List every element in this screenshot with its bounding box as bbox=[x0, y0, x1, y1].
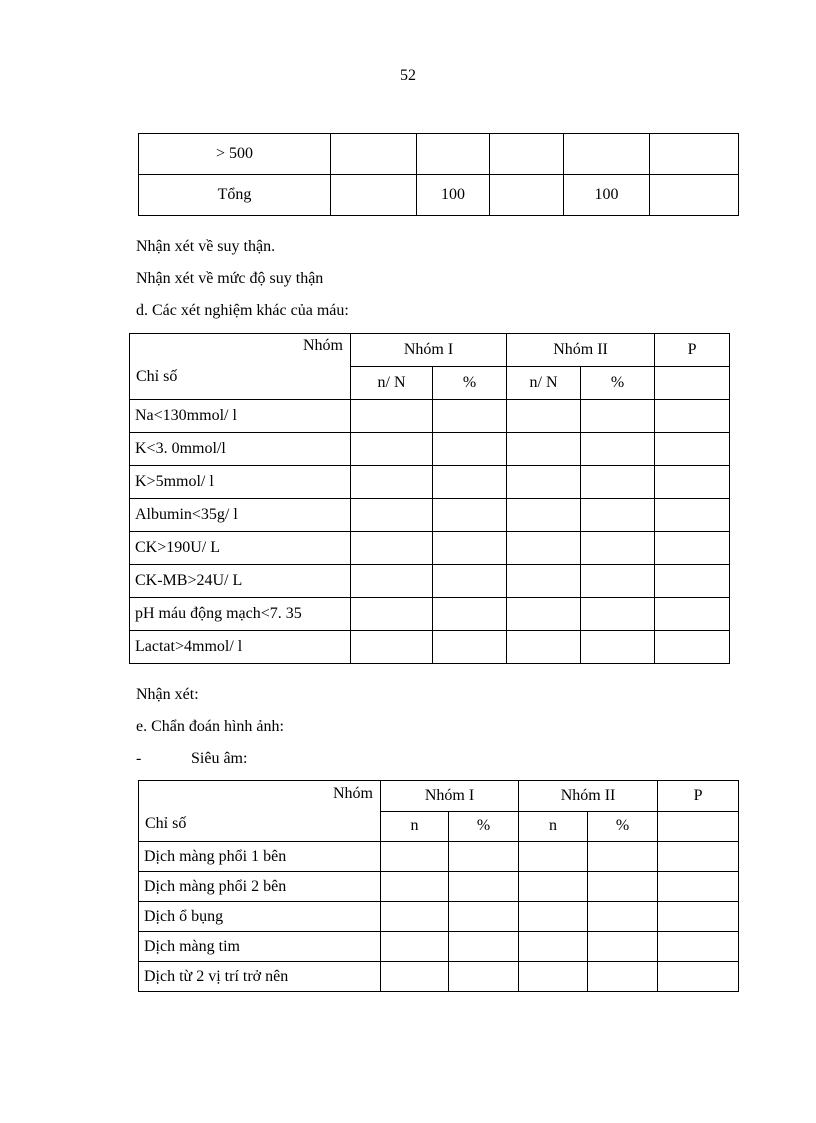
table-cell bbox=[507, 532, 581, 565]
header-index-label: Chỉ số bbox=[145, 815, 187, 832]
table-cell bbox=[655, 433, 730, 466]
table-cell bbox=[655, 400, 730, 433]
table-cell bbox=[655, 598, 730, 631]
table-cell bbox=[655, 466, 730, 499]
table-cell bbox=[433, 598, 507, 631]
row-label: Dịch từ 2 vị trí trở nên bbox=[139, 962, 381, 992]
table-row bbox=[130, 499, 730, 532]
table-cell bbox=[519, 872, 588, 902]
table-cell bbox=[490, 175, 564, 216]
table-row bbox=[139, 902, 739, 932]
table-cell bbox=[381, 902, 449, 932]
table-row bbox=[130, 400, 730, 433]
table-cell bbox=[351, 532, 433, 565]
row-label: Dịch màng phổi 1 bên bbox=[139, 842, 381, 872]
table-cell bbox=[331, 175, 417, 216]
table-row bbox=[139, 175, 739, 216]
subheader-cell: n/ N bbox=[507, 367, 581, 400]
row-label: pH máu động mạch<7. 35 bbox=[130, 598, 351, 631]
table-cell bbox=[658, 842, 739, 872]
page-number: 52 bbox=[400, 67, 416, 84]
table-cell bbox=[507, 565, 581, 598]
table-cell bbox=[658, 962, 739, 992]
bullet-marker: - bbox=[136, 750, 142, 767]
table-row bbox=[139, 134, 739, 175]
header-p: P bbox=[655, 334, 730, 367]
row-label: Lactat>4mmol/ l bbox=[130, 631, 351, 664]
table-cell bbox=[351, 565, 433, 598]
paragraph: Nhận xét: bbox=[136, 686, 199, 703]
bullet-text: Siêu âm: bbox=[191, 750, 248, 767]
table-top bbox=[138, 133, 739, 216]
table-cell bbox=[381, 842, 449, 872]
subheader-cell: % bbox=[433, 367, 507, 400]
header-group1: Nhóm I bbox=[351, 334, 507, 367]
table-cell bbox=[658, 902, 739, 932]
table-cell bbox=[449, 902, 519, 932]
table-cell bbox=[351, 598, 433, 631]
table-cell bbox=[655, 532, 730, 565]
row-label: Dịch màng tim bbox=[139, 932, 381, 962]
table-cell bbox=[507, 433, 581, 466]
table-cell bbox=[650, 175, 739, 216]
table-row bbox=[130, 466, 730, 499]
table-cell bbox=[588, 842, 658, 872]
subheader-cell: n bbox=[519, 811, 588, 842]
table-cell bbox=[658, 932, 739, 962]
table-cell bbox=[433, 565, 507, 598]
table-cell bbox=[490, 134, 564, 175]
header-group1: Nhóm I bbox=[381, 781, 519, 812]
row-label: K>5mmol/ l bbox=[130, 466, 351, 499]
table-cell bbox=[581, 499, 655, 532]
section-heading: d. Các xét nghiệm khác của máu: bbox=[136, 302, 349, 319]
table-cell bbox=[507, 631, 581, 664]
paragraph: Nhận xét về mức độ suy thận bbox=[136, 270, 324, 287]
table-cell bbox=[507, 466, 581, 499]
table-cell bbox=[581, 433, 655, 466]
table-cell: 100 bbox=[417, 175, 490, 216]
table-cell bbox=[581, 400, 655, 433]
row-label: Dịch ổ bụng bbox=[139, 902, 381, 932]
table-cell bbox=[655, 499, 730, 532]
header-corner-cell bbox=[139, 781, 381, 842]
table-cell bbox=[433, 466, 507, 499]
table-cell bbox=[581, 466, 655, 499]
table-ultrasound bbox=[138, 780, 739, 992]
table-cell bbox=[655, 565, 730, 598]
table-cell bbox=[381, 962, 449, 992]
subheader-cell: % bbox=[588, 811, 658, 842]
table-cell bbox=[449, 962, 519, 992]
table-cell bbox=[581, 565, 655, 598]
row-label: CK>190U/ L bbox=[130, 532, 351, 565]
row-label: Albumin<35g/ l bbox=[130, 499, 351, 532]
row-label: Dịch màng phổi 2 bên bbox=[139, 872, 381, 902]
table-row bbox=[139, 962, 739, 992]
table-cell bbox=[581, 532, 655, 565]
table-cell bbox=[449, 842, 519, 872]
table-header-row bbox=[139, 781, 739, 812]
paragraph: Nhận xét về suy thận. bbox=[136, 238, 276, 255]
table-cell bbox=[658, 872, 739, 902]
table-cell bbox=[588, 932, 658, 962]
table-cell bbox=[655, 631, 730, 664]
table-row bbox=[130, 565, 730, 598]
table-cell bbox=[351, 631, 433, 664]
table-cell bbox=[433, 400, 507, 433]
header-group-label: Nhóm bbox=[303, 337, 343, 354]
table-row bbox=[130, 532, 730, 565]
table-cell bbox=[449, 932, 519, 962]
table-header-row bbox=[130, 334, 730, 367]
table-cell bbox=[588, 872, 658, 902]
table-cell bbox=[581, 598, 655, 631]
table-cell bbox=[507, 598, 581, 631]
subheader-cell: n bbox=[381, 811, 449, 842]
table-row bbox=[130, 598, 730, 631]
table-cell bbox=[381, 872, 449, 902]
table-cell bbox=[564, 134, 650, 175]
table-cell: Tổng bbox=[139, 175, 331, 216]
table-cell bbox=[351, 466, 433, 499]
section-heading: e. Chẩn đoán hình ảnh: bbox=[136, 718, 284, 735]
table-cell bbox=[433, 631, 507, 664]
table-cell bbox=[449, 872, 519, 902]
table-cell bbox=[588, 902, 658, 932]
table-cell bbox=[417, 134, 490, 175]
table-row bbox=[139, 842, 739, 872]
table-cell bbox=[650, 134, 739, 175]
table-cell bbox=[519, 842, 588, 872]
table-row bbox=[130, 433, 730, 466]
row-label: CK-MB>24U/ L bbox=[130, 565, 351, 598]
table-cell bbox=[519, 932, 588, 962]
table-blood-tests bbox=[129, 333, 730, 664]
table-row bbox=[139, 932, 739, 962]
subheader-cell: % bbox=[581, 367, 655, 400]
table-cell bbox=[351, 499, 433, 532]
table-cell bbox=[588, 962, 658, 992]
table-cell bbox=[433, 532, 507, 565]
subheader-cell: n/ N bbox=[351, 367, 433, 400]
table-cell: 100 bbox=[564, 175, 650, 216]
table-cell: > 500 bbox=[139, 134, 331, 175]
table-cell bbox=[507, 499, 581, 532]
header-group2: Nhóm II bbox=[519, 781, 658, 812]
row-label: K<3. 0mmol/l bbox=[130, 433, 351, 466]
table-cell bbox=[519, 962, 588, 992]
header-group2: Nhóm II bbox=[507, 334, 655, 367]
subheader-cell bbox=[658, 811, 739, 842]
table-row bbox=[130, 631, 730, 664]
table-cell bbox=[519, 902, 588, 932]
table-cell bbox=[581, 631, 655, 664]
table-row bbox=[139, 872, 739, 902]
subheader-cell bbox=[655, 367, 730, 400]
subheader-cell: % bbox=[449, 811, 519, 842]
row-label: Na<130mmol/ l bbox=[130, 400, 351, 433]
table-cell bbox=[331, 134, 417, 175]
table-cell bbox=[433, 499, 507, 532]
table-cell bbox=[433, 433, 507, 466]
header-index-label: Chỉ số bbox=[136, 368, 178, 385]
table-cell bbox=[351, 400, 433, 433]
table-cell bbox=[381, 932, 449, 962]
header-group-label: Nhóm bbox=[333, 785, 373, 802]
header-p: P bbox=[658, 781, 739, 812]
header-corner-cell bbox=[130, 334, 351, 400]
table-cell bbox=[351, 433, 433, 466]
table-cell bbox=[507, 400, 581, 433]
